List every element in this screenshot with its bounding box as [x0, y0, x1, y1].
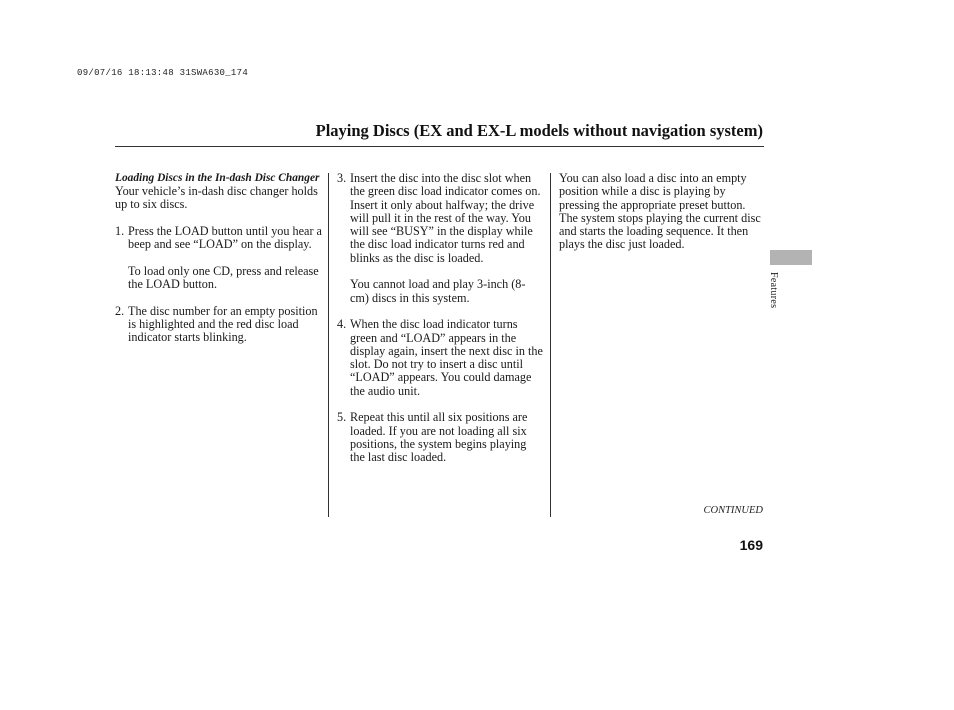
section-tab: [770, 250, 812, 265]
step-3-note: You cannot load and play 3-inch (8-cm) discs in this system.: [350, 277, 526, 305]
column-3: [559, 172, 764, 252]
title-divider: [115, 146, 764, 147]
step-5: [337, 411, 543, 464]
print-timestamp: 09/07/16 18:13:48 31SWA630_174: [77, 68, 249, 78]
page-number: 169: [739, 537, 763, 553]
step-number: 2.: [115, 303, 125, 318]
section-heading: Loading Discs in the In-dash Disc Changer: [115, 172, 320, 184]
intro-paragraph: Your vehicle’s in-dash disc changer holds up to six discs.: [115, 184, 318, 212]
step-1-note: To load only one CD, press and release the LOAD button.: [128, 263, 319, 292]
step-number: 1.: [115, 223, 125, 238]
step-number: 5.: [337, 410, 347, 425]
column-2: [337, 172, 543, 465]
step-2: [115, 305, 323, 345]
continued-label: CONTINUED: [703, 505, 763, 516]
step-text: Repeat this until all six positions are loaded. If you are not loading all six positions, the system begins playing the last disc loaded.: [350, 410, 528, 465]
column-divider: [550, 173, 551, 517]
step-number: 3.: [337, 171, 347, 185]
step-number: 4.: [337, 317, 347, 332]
section-label: Features: [768, 272, 779, 309]
step-1: [115, 225, 323, 252]
step-text: When the disc load indicator turns green and “LOAD” appears in the display again, insert the next disc in the slot. Do not try to insert a disc until “LOAD” appears. You could damage the audio unit.: [350, 317, 543, 398]
step-text: Press the LOAD button until you hear a beep and see “LOAD” on the display.: [128, 223, 322, 252]
step-text: The disc number for an empty position is highlighted and the red disc load indicator starts blinking.: [128, 303, 318, 345]
column-divider: [328, 173, 329, 517]
column-1: [115, 172, 323, 345]
step-text: Insert the disc into the disc slot when the green disc load indicator comes on. Insert it only about halfway; the drive will pull it in the rest of the way. You will see “BUSY” in the display while the disc load indicator turns red and blinks as the disc is loaded.: [350, 171, 541, 265]
preset-load-paragraph: You can also load a disc into an empty position while a disc is playing by pressing the appropriate preset button. The system stops playing the current disc and starts the loading sequence. It then plays the disc just loaded.: [559, 171, 761, 252]
step-3: [337, 172, 543, 265]
page-title: Playing Discs (EX and EX-L models without navigation system): [315, 121, 763, 140]
step-4: [337, 318, 543, 398]
